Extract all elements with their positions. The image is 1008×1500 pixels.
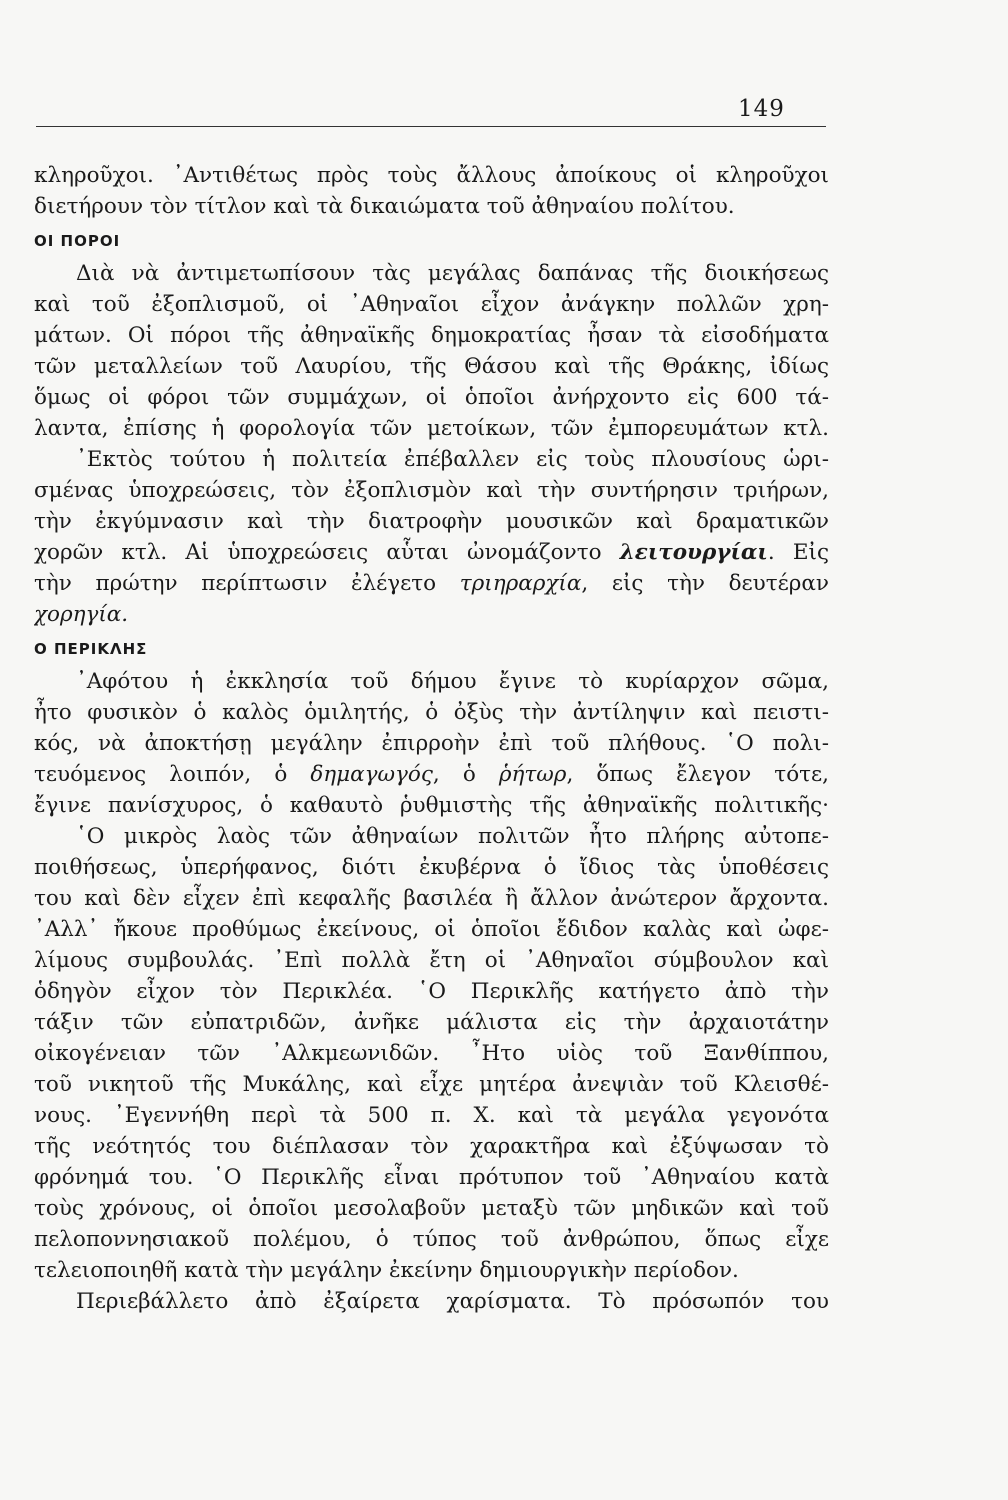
text-line: διετήρουν τὸν τίτλον καὶ τὰ δικαιώματα τοῦ ἀθηναίου πολίτου. [34,194,735,219]
text-line [34,759,829,790]
term-trierarchia: τριηραρχία [459,571,582,596]
text-line: ᾿Αφότου ἡ ἐκκλησία τοῦ δήμου ἔγινε τὸ κυρίαρχον σῶμα, [76,669,829,694]
text-line: τῆς νεότητός του διέπλασαν τὸν χαρακτῆρα καὶ ἐξύψωσαν τὸ [34,1134,829,1159]
term-leitourgiai: λειτουργίαι [619,540,768,565]
text-span: τευόμενος λοιπόν, ὁ [34,762,311,787]
text-line: τὴν ἐκγύμνασιν καὶ τὴν διατροφὴν μουσικῶν καὶ δραματικῶν [34,509,829,534]
text-line: λαντα, ἐπίσης ἡ φορολογία τῶν μετοίκων, τῶν ἐμπορευμάτων κτλ. [34,416,829,441]
text-line [34,568,829,599]
text-line: κός, νὰ ἀποκτήσῃ μεγάλην ἐπιρροὴν ἐπὶ τοῦ πλήθους. ῾Ο πολι- [34,731,829,756]
text-line: τάξιν τῶν εὐπατριδῶν, ἀνῆκε μάλιστα εἰς τὴν ἀρχαιοτάτην [34,1010,829,1035]
text-line: λίμους συμβουλάς. ᾿Επὶ πολλὰ ἔτη οἱ ᾿Αθηναῖοι σύμβουλον καὶ [34,948,829,973]
text-line: μάτων. Οἱ πόροι τῆς ἀθηναϊκῆς δημοκρατίας ἦσαν τὰ εἰσοδήματα [34,323,829,348]
text-line: νους. ᾿Εγεννήθη περὶ τὰ 500 π. Χ. καὶ τὰ μεγάλα γεγονότα [34,1103,829,1128]
text-line: σμένας ὑποχρεώσεις, τὸν ἐξοπλισμὸν καὶ τὴν συντήρησιν τριήρων, [34,478,829,503]
text-line: ὁδηγὸν εἶχον τὸν Περικλέα. ῾Ο Περικλῆς κατήγετο ἀπὸ τὴν [34,979,829,1004]
term-rhetor: ῥήτωρ [498,762,567,787]
term-choregia: χορηγία. [34,602,129,627]
text-line [34,599,829,630]
text-span: , ὅπως ἔλεγον τότε, [566,762,829,787]
header-rule [36,126,826,127]
page-number: 149 [738,96,785,122]
text-span: τὴν πρώτην περίπτωσιν ἐλέγετο [34,571,460,596]
text-line: τοὺς χρόνους, οἱ ὁποῖοι μεσολαβοῦν μεταξὺ τῶν μηδικῶν καὶ τοῦ [34,1196,829,1221]
body-text [34,160,829,1317]
text-line: τοῦ νικητοῦ τῆς Μυκάλης, καὶ εἶχε μητέρα ἀνεψιὰν τοῦ Κλεισθέ- [34,1072,829,1097]
text-line: κληροῦχοι. ᾿Αντιθέτως πρὸς τοὺς ἄλλους ἀποίκους οἱ κληροῦχοι [34,163,829,188]
section-heading-perikles: Ο ΠΕΡΙΚΛΗΣ [34,640,148,658]
text-span: χορῶν κτλ. Αἱ ὑποχρεώσεις αὗται ὠνομάζοντο [34,540,620,565]
text-line: ᾿Εκτὸς τούτου ἡ πολιτεία ἐπέβαλλεν εἰς τοὺς πλουσίους ὡρι- [76,447,829,472]
text-line: του καὶ δὲν εἶχεν ἐπὶ κεφαλῆς βασιλέα ἢ ἄλλον ἀνώτερον ἄρχοντα. [34,886,829,911]
text-line: ἔγινε πανίσχυρος, ὁ καθαυτὸ ῥυθμιστὴς τῆς ἀθηναϊκῆς πολιτικῆς· [34,793,829,818]
text-line: ἦτο φυσικὸν ὁ καλὸς ὁμιλητής, ὁ ὀξὺς τὴν ἀντίληψιν καὶ πειστι- [34,700,829,725]
text-line: Διὰ νὰ ἀντιμετωπίσουν τὰς μεγάλας δαπάνας τῆς διοικήσεως [76,261,829,286]
text-line [34,537,829,568]
text-span: , ὁ [432,762,499,787]
text-line: τῶν μεταλλείων τοῦ Λαυρίου, τῆς Θάσου καὶ τῆς Θράκης, ἰδίως [34,354,829,379]
text-line: ποιθήσεως, ὑπερήφανος, διότι ἐκυβέρνα ὁ ἴδιος τὰς ὑποθέσεις [34,855,829,880]
text-line: πελοποννησιακοῦ πολέμου, ὁ τύπος τοῦ ἀνθρώπου, ὅπως εἶχε [34,1227,829,1252]
section-heading-poroi: ΟΙ ΠΟΡΟΙ [34,232,121,250]
text-line: οἰκογένειαν τῶν ᾿Αλκμεωνιδῶν. ῏Ητο υἱὸς τοῦ Ξανθίππου, [34,1041,829,1066]
text-line: ῾Ο μικρὸς λαὸς τῶν ἀθηναίων πολιτῶν ἦτο πλήρης αὐτοπε- [76,824,829,849]
text-line: ᾿Αλλ᾿ ἤκουε προθύμως ἐκείνους, οἱ ὁποῖοι ἔδιδον καλὰς καὶ ὠφε- [34,917,829,942]
text-line: τελειοποιηθῆ κατὰ τὴν μεγάλην ἐκείνην δημιουργικὴν περίοδον. [34,1258,739,1283]
text-line: καὶ τοῦ ἐξοπλισμοῦ, οἱ ᾿Αθηναῖοι εἶχον ἀνάγκην πολλῶν χρη- [34,292,829,317]
term-demagogos: δημαγωγός [310,762,433,787]
text-line: ὅμως οἱ φόροι τῶν συμμάχων, οἱ ὁποῖοι ἀνήρχοντο εἰς 600 τά- [34,385,829,410]
text-line: φρόνημά του. ῾Ο Περικλῆς εἶναι πρότυπον τοῦ ᾿Αθηναίου κατὰ [34,1165,829,1190]
text-span: . Εἰς [767,540,829,565]
text-line: Περιεβάλλετο ἀπὸ ἐξαίρετα χαρίσματα. Τὸ πρόσωπόν του [76,1289,829,1314]
text-span: , εἰς τὴν δευτέραν [581,571,829,596]
